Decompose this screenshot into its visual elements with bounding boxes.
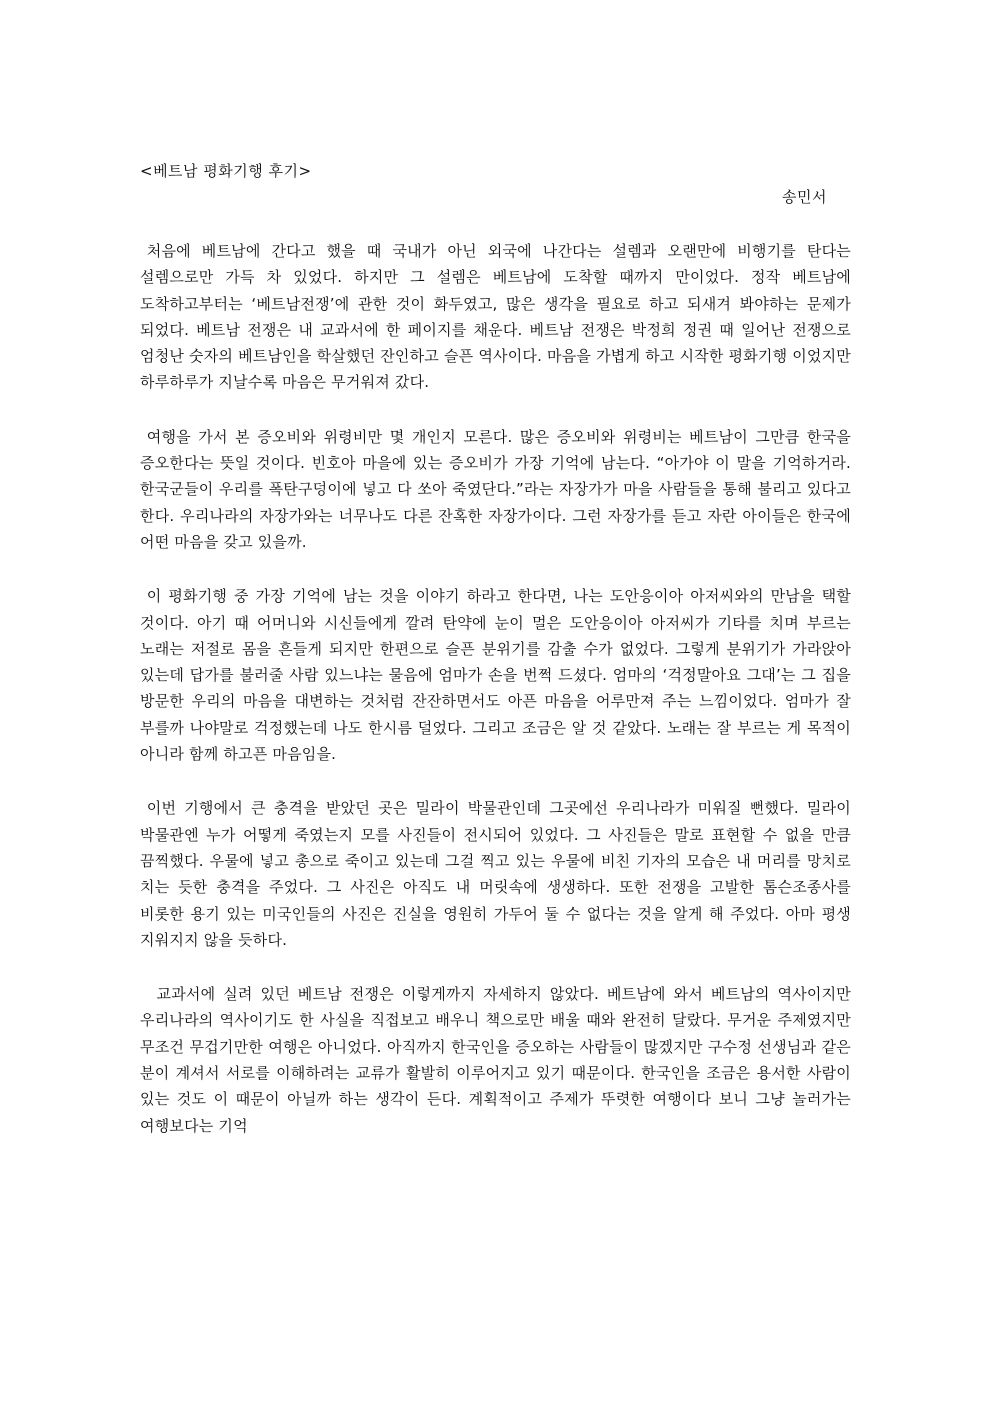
document-page [140,158,851,1167]
document-title: <베트남 평화기행 후기> [140,162,312,180]
paragraph-4: 이번 기행에서 큰 충격을 받았던 곳은 밀라이 박물관인데 그곳에선 우리나라가 미워질 뻔했다. 밀라이 박물관엔 누가 어떻게 죽였는지 모를 사진들이 전시되어 있었다. 그 사진들은 말로 표현할 수 없을 만큼 끔찍했다. 우물에 넣고 총으로 죽이고 있는데 그걸 찍고 있는 우물에 비친 기자의 모습은 내 머리를 망치로 치는 듯한 충격을 주었다. 그 사진은 아직도 내 머릿속에 생생하다. 또한 전쟁을 고발한 톰슨조종사를 비롯한 용기 있는 미국인들의 사진은 진실을 영원히 가두어 둘 수 없다는 것을 알게 해 주었다. 아마 평생 지워지지 않을 듯하다. [140,799,851,949]
paragraph-1: 처음에 베트남에 간다고 했을 때 국내가 아닌 외국에 나간다는 설렘과 오랜만에 비행기를 탄다는 설렘으로만 가득 차 있었다. 하지만 그 설렘은 베트남에 도착할 때까지 만이었다. 정작 베트남에 도착하고부터는 ‘베트남전쟁’에 관한 것이 화두였고, 많은 생각을 필요로 하고 되새겨 봐야하는 문제가 되었다. 베트남 전쟁은 내 교과서에 한 페이지를 채운다. 베트남 전쟁은 박정희 정권 때 일어난 전쟁으로 엄청난 숫자의 베트남인을 학살했던 잔인하고 슬픈 역사이다. 마음을 가볍게 하고 시작한 평화기행 이었지만 하루하루가 지날수록 마음은 무거워져 갔다. [140,242,851,392]
document-author: 송민서 [782,188,827,206]
paragraph-5: 교과서에 실려 있던 베트남 전쟁은 이렇게까지 자세하지 않았다. 베트남에 와서 베트남의 역사이지만 우리나라의 역사이기도 한 사실을 직접보고 배우니 책으로만 배울 때와 완전히 달랐다. 무거운 주제였지만 무조건 무겁기만한 여행은 아니었다. 아직까지 한국인을 증오하는 사람들이 많겠지만 구수정 선생님과 같은 분이 계셔서 서로를 이해하려는 교류가 활발히 이루어지고 있기 때문이다. 한국인을 조금은 용서한 사람이 있는 것도 이 때문이 아닐까 하는 생각이 든다. 계획적이고 주제가 뚜렷한 여행이다 보니 그냥 놀러가는 여행보다는 기억 [140,985,851,1135]
paragraph-2: 여행을 가서 본 증오비와 위령비만 몇 개인지 모른다. 많은 증오비와 위령비는 베트남이 그만큼 한국을 증오한다는 뜻일 것이다. 빈호아 마을에 있는 증오비가 가장 기억에 남는다. “아가야 이 말을 기억하거라. 한국군들이 우리를 폭탄구덩이에 넣고 다 쏘아 죽였단다.”라는 자장가가 마을 사람들을 통해 불리고 있다고 한다. 우리나라의 자장가와는 너무나도 다른 잔혹한 자장가이다. 그런 자장가를 듣고 자란 아이들은 한국에 어떤 마음을 갖고 있을까. [140,427,851,551]
paragraph-3: 이 평화기행 중 가장 기억에 남는 것을 이야기 하라고 한다면, 나는 도안응이아 아저씨와의 만남을 택할 것이다. 아기 때 어머니와 시신들에게 깔려 탄약에 눈이 멀은 도안응이아 아저씨가 기타를 치며 부르는 노래는 저절로 몸을 흔들게 되지만 한편으로 슬픈 분위기를 감출 수가 없었다. 그렇게 분위기가 가라앉아 있는데 답가를 불러줄 사람 있느냐는 물음에 엄마가 손을 번쩍 드셨다. 엄마의 ‘걱정말아요 그대’는 그 집을 방문한 우리의 마음을 대변하는 것처럼 잔잔하면서도 아픈 마음을 어루만져 주는 느낌이었다. 엄마가 잘 부를까 나야말로 걱정했는데 나도 한시름 덜었다. 그리고 조금은 알 것 같았다. 노래는 잘 부르는 게 목적이 아니라 함께 하고픈 마음임을. [140,587,851,764]
